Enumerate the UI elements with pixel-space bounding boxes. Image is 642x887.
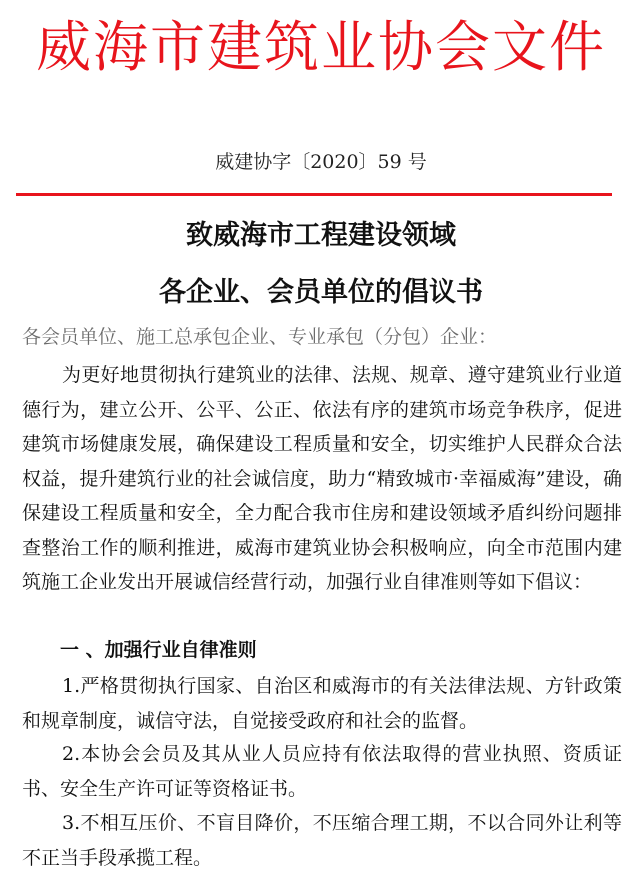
header-red-divider: [16, 193, 612, 196]
list-item: 3.不相互压价、不盲目降价，不压缩合理工期，不以合同外让利等不正当手段承揽工程。: [22, 812, 622, 869]
document-title-line-1: 致威海市工程建设领域: [186, 220, 456, 251]
salutation: 各会员单位、施工总承包企业、专业承包（分包）企业：: [22, 326, 498, 348]
list-item: 2.本协会会员及其从业人员应持有依法取得的营业执照、资质证书、安全生产许可证等资格证书。: [22, 743, 622, 800]
list-item: 1.严格贯彻执行国家、自治区和威海市的有关法律法规、方针政策和规章制度，诚信守法，自觉接受政府和社会的监督。: [22, 675, 622, 732]
intro-paragraph: 为更好地贯彻执行建筑业的法律、法规、规章、遵守建筑业行业道德行为，建立公开、公平、公正、依法有序的建筑市场竞争秩序，促进建筑市场健康发展，确保建设工程质量和安全，切实维护人民群众合法权益，提升建筑行业的社会诚信度，助力“精致城市·幸福威海”建设，确保建设工程质量和安全，全力配合我市住房和建设领域矛盾纠纷问题排查整治工作的顺利推进，威海市建筑业协会积极响应，向全市范围内建筑施工企业发出开展诚信经营行动，加强行业自律准则等如下倡议：: [22, 364, 622, 593]
section-heading: 一 、加强行业自律准则: [60, 639, 257, 661]
document-title-line-2: 各企业、会员单位的倡议书: [159, 277, 483, 308]
document-number: 威建协字〔2020〕59 号: [215, 151, 427, 173]
org-header-title: 威海市建筑业协会文件: [35, 15, 606, 79]
